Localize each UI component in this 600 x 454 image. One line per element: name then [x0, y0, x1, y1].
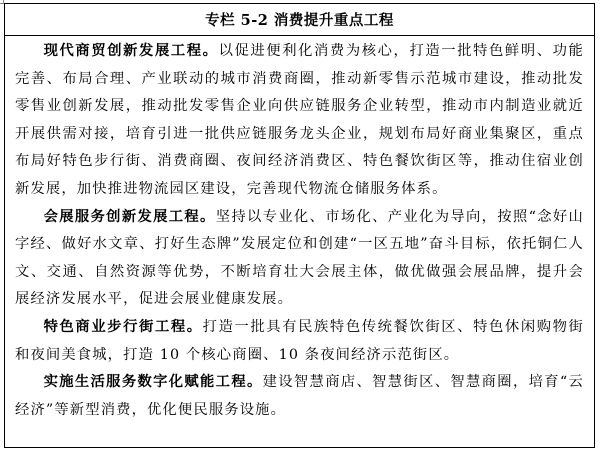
section-pedestrian-street	[15, 314, 584, 369]
section-heading: 特色商业步行街工程。	[43, 318, 203, 335]
table-body	[5, 36, 594, 424]
section-digital-services	[15, 369, 584, 424]
section-heading: 会展服务创新发展工程。	[43, 208, 216, 225]
section-heading: 现代商贸创新发展工程。	[43, 43, 219, 59]
section-text: 建设智慧商店、智慧街区、智慧商圈，培育“云经济”等新型消费，优化便民服务设施。	[15, 374, 584, 418]
section-text: 坚持以专业化、市场化、产业化为导向，按照“念好山字经、做好水文章、打好生态牌”发展定位和创建“一区五地”奋斗目标，依托铜仁人文、交通、自然资源等优势，不断培育壮大会展主体，做优做强会展品牌，提升会展经济发展水平，促进会展业健康发展。	[15, 208, 584, 308]
section-exhibition-innovation	[15, 204, 584, 314]
section-text: 以促进便利化消费为核心，打造一批特色鲜明、功能完善、布局合理、产业联动的城市消费商圈，推动新零售示范城市建设，推动批发零售业创新发展，推动批发零售企业向供应链服务企业转型，推动市内制造业就近开展供需对接，培育引进一批供应链服务龙头企业，规划布局好商业集聚区，重点布局好特色步行街、消费商圈、夜间经济消费区、特色餐饮街区等，推动住宿业创新发展，加快推进物流园区建设，完善现代物流仓储服务体系。	[15, 43, 584, 197]
section-text: 打造一批具有民族特色传统餐饮街区、特色休闲购物街和夜间美食城，打造 10 个核心商圈、10 条夜间经济示范街区。	[15, 318, 584, 363]
section-commerce-innovation	[15, 38, 584, 204]
feature-box-table	[4, 3, 595, 448]
table-title: 专栏 5-2 消费提升重点工程	[5, 4, 594, 36]
section-heading: 实施生活服务数字化赋能工程。	[43, 374, 263, 391]
